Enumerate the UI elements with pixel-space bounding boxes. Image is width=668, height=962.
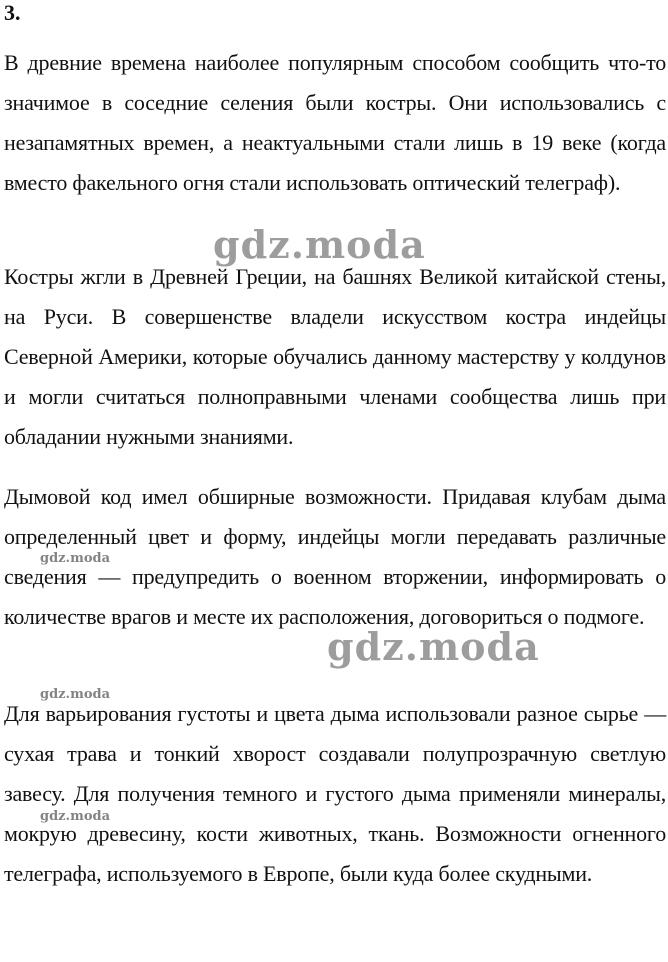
watermark-small: gdz.moda: [40, 687, 111, 702]
watermark-small: gdz.moda: [40, 809, 111, 824]
paragraph-2: Костры жгли в Древней Греции, на башнях Великой китайской стены, на Руси. В совершенстве владели искусством костра индейцы Северной Америки, которые обучались данному мастерству у колдунов и могли считаться полноправными членами сообщества лишь при обладании нужными знаниями.: [4, 264, 666, 449]
paragraph-4: Для варьирования густоты и цвета дыма использовали разное сырье — сухая трава и тонкий хворост создавали полупрозрачную светлую завесу. Для получения темного и густого дыма применяли минералы, мокрую древесину, кости животных, ткань. Возможности огненного телеграфа, используемого в Европе, были куда более скудными.: [4, 701, 666, 886]
watermark-large: gdz.moda: [213, 222, 426, 267]
task-number: 3.: [4, 0, 21, 25]
watermark-large: gdz.moda: [327, 624, 540, 669]
paragraph-3: Дымовой код имел обширные возможности. Придавая клубам дыма определенный цвет и форму, индейцы могли передавать различные сведения — предупредить о военном вторжении, информировать о количестве врагов и месте их расположения, договориться о подмоге.: [4, 484, 666, 629]
paragraph-1: В древние времена наиболее популярным способом сообщить что-то значимое в соседние селения были костры. Они использовались с незапамятных времен, а неактуальными стали лишь в 19 веке (когда вместо факельного огня стали использовать оптический телеграф).: [4, 50, 666, 195]
watermark-small: gdz.moda: [40, 551, 111, 566]
